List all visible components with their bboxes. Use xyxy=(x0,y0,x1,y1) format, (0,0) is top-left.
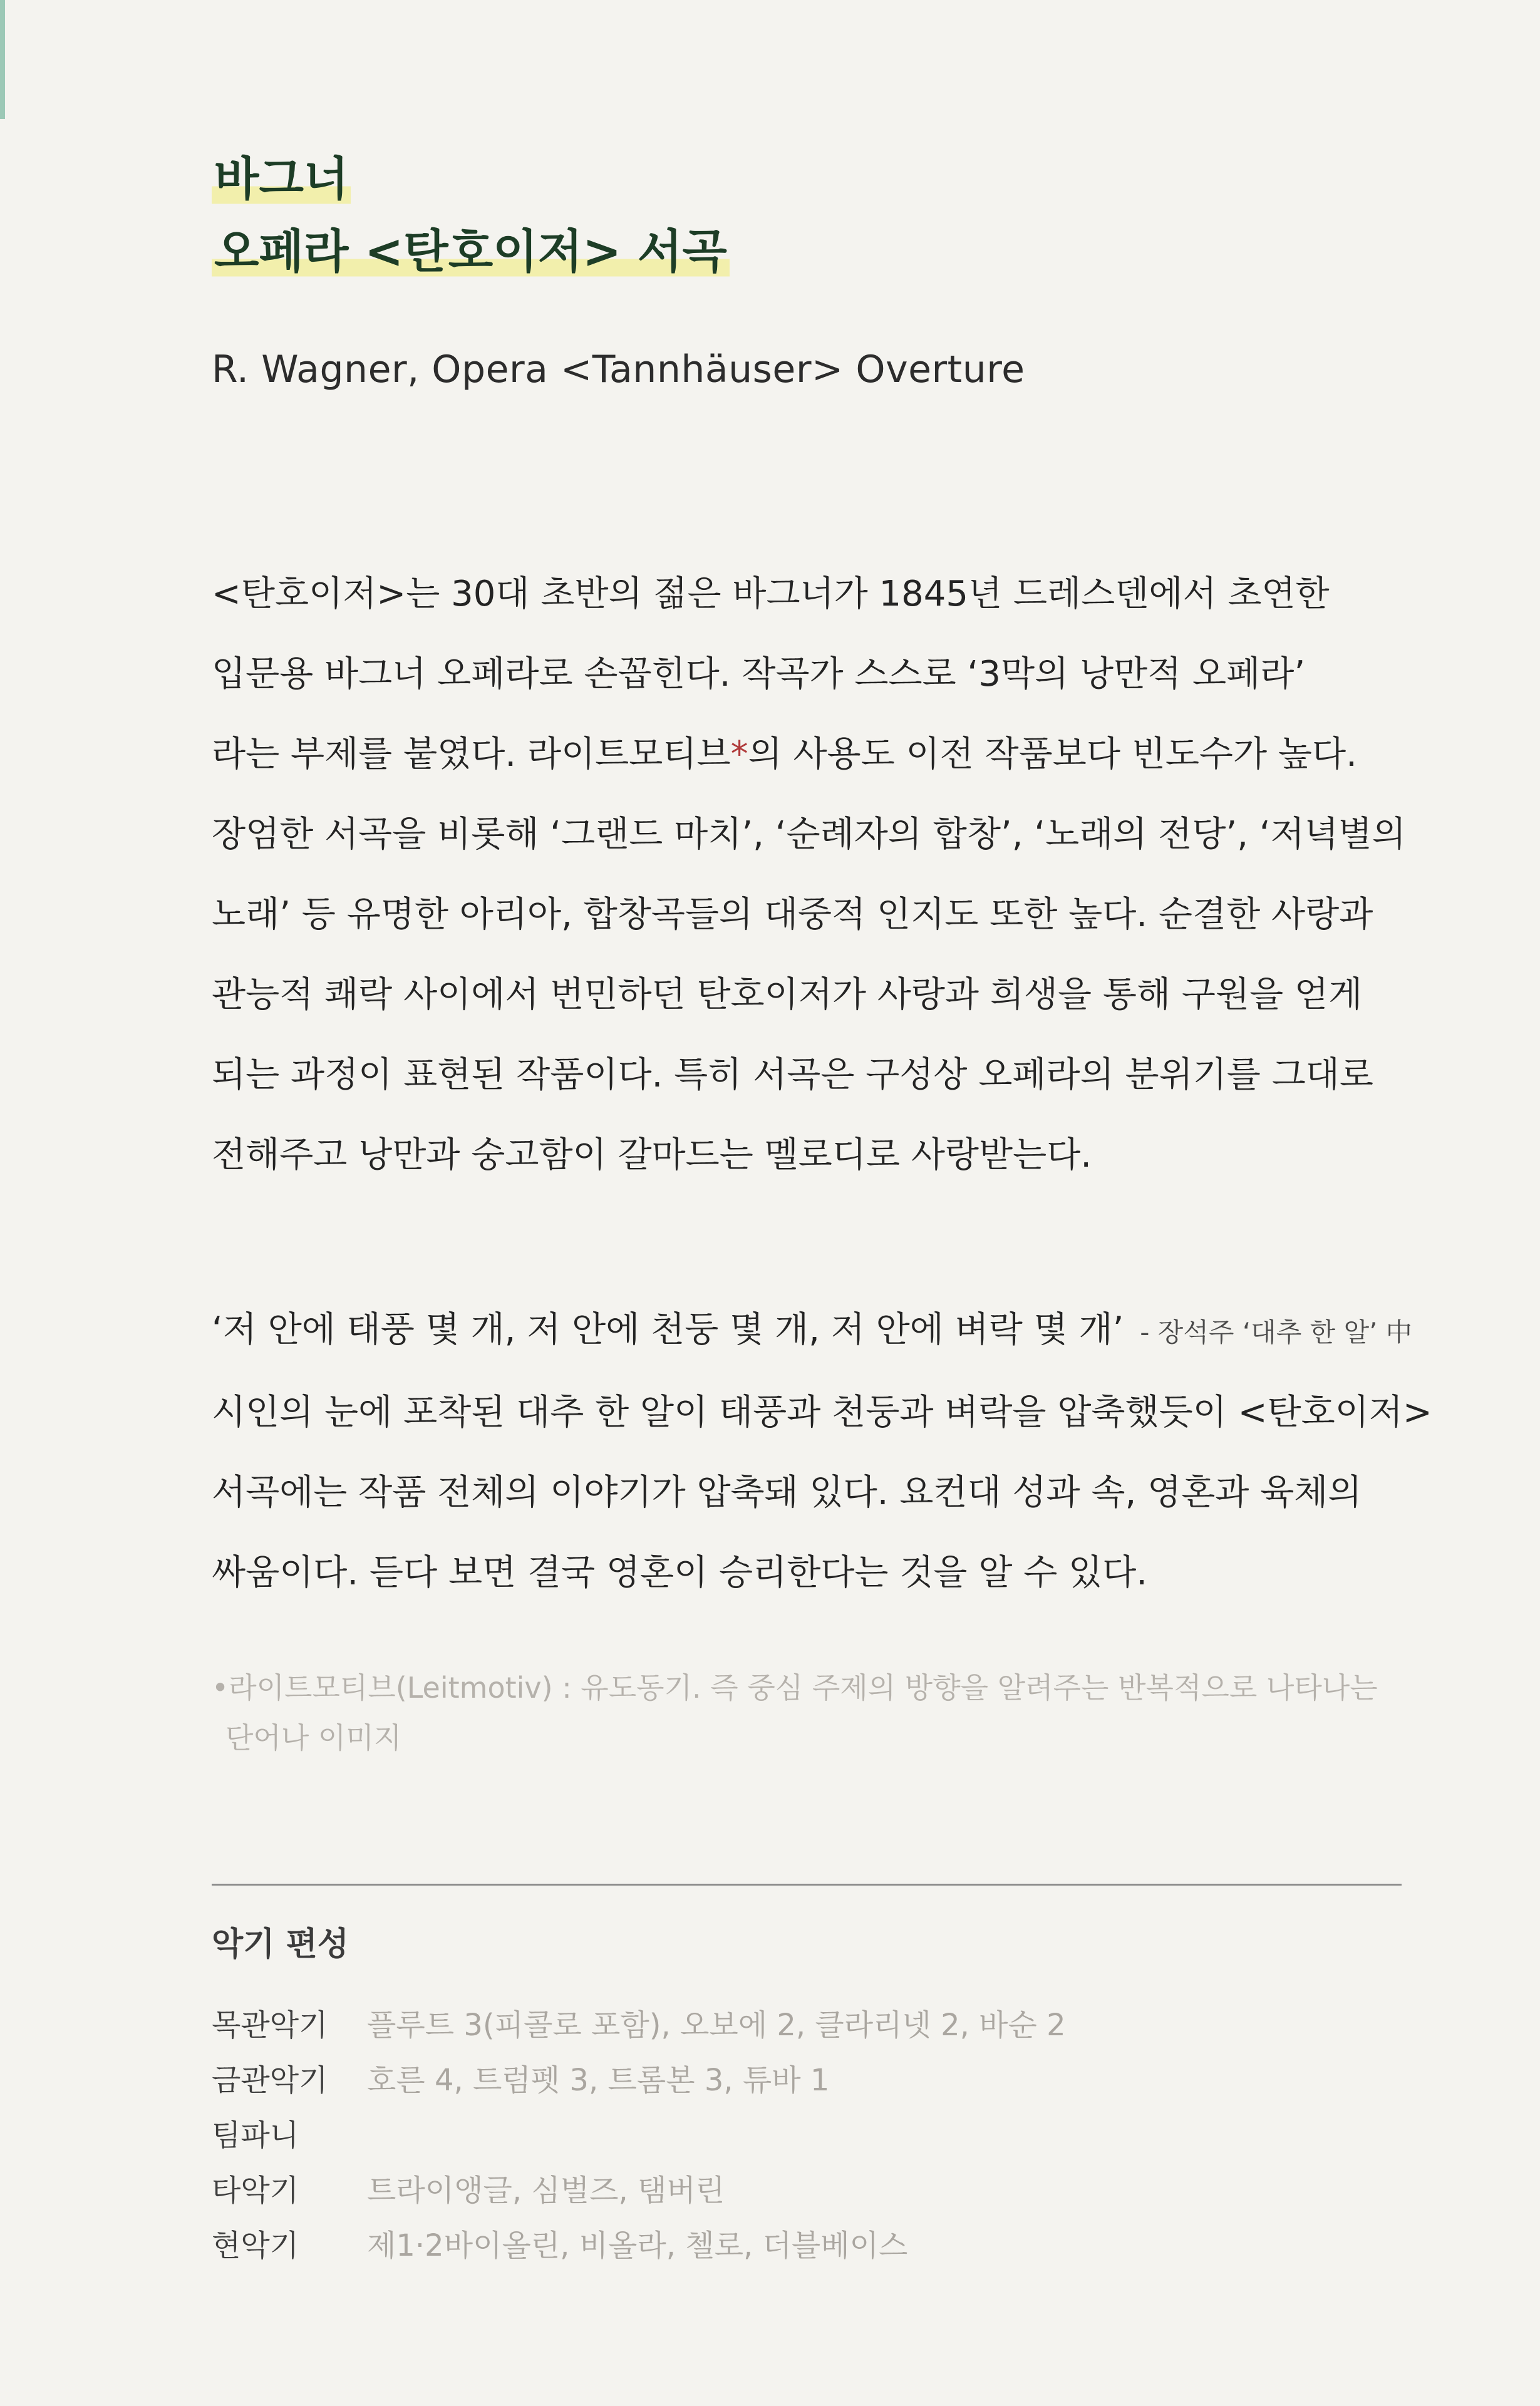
description-paragraph xyxy=(212,554,1406,1195)
instrument-detail: 트라이앵글, 심벌즈, 탬버린 xyxy=(367,2172,725,2208)
body-line-part: 라는 부제를 붙였다. 라이트모티브 xyxy=(212,734,731,775)
page-edge-strip xyxy=(0,0,5,119)
instrument-group: 팀파니 xyxy=(212,2117,299,2153)
footnote-line: •라이트모티브(Leitmotiv) : 유도동기. 즉 중심 주제의 방향을 알려주는 반복적으로 나타나는 xyxy=(212,1671,1378,1705)
quote-line xyxy=(212,1290,1412,1373)
body-line: 장엄한 서곡을 비롯해 ‘그랜드 마치’, ‘순례자의 합창’, ‘노래의 전당’, ‘저녁별의 xyxy=(212,814,1406,855)
body-line: <탄호이저>는 30대 초반의 젊은 바그너가 1845년 드레스덴에서 초연한 xyxy=(212,574,1330,614)
instrument-group: 금관악기 xyxy=(212,2062,328,2098)
instrument-row xyxy=(212,2105,1066,2160)
work-title: 오페라 <탄호이저> 서곡 xyxy=(212,223,730,281)
body-line: 전해주고 낭만과 숭고함이 갈마드는 멜로디로 사랑받는다. xyxy=(212,1135,1092,1175)
instrumentation-heading: 악기 편성 xyxy=(212,1926,349,1963)
body-line xyxy=(212,715,1402,795)
instrument-detail: 호른 4, 트럼펫 3, 트롬본 3, 튜바 1 xyxy=(367,2062,830,2098)
instrument-row xyxy=(212,2160,1066,2215)
instrument-group: 목관악기 xyxy=(212,2007,328,2043)
quote-body-line: 서곡에는 작품 전체의 이야기가 압축돼 있다. 요컨대 성과 속, 영혼과 육체의 xyxy=(212,1472,1362,1513)
body-line: 관능적 쾌락 사이에서 번민하던 탄호이저가 사랑과 희생을 통해 구원을 얻게 xyxy=(212,974,1363,1015)
instrument-detail: 제1·2바이올린, 비올라, 첼로, 더블베이스 xyxy=(367,2228,908,2263)
instrument-row xyxy=(212,1995,1066,2050)
body-line-part: 의 사용도 이전 작품보다 빈도수가 높다. xyxy=(748,734,1357,775)
instrument-group: 타악기 xyxy=(212,2172,299,2208)
body-line: 노래’ 등 유명한 아리아, 합창곡들의 대중적 인지도 또한 높다. 순결한 사랑과 xyxy=(212,894,1373,935)
instrument-group: 현악기 xyxy=(212,2228,299,2263)
instrument-row xyxy=(212,2215,1066,2270)
instrument-detail: 플루트 3(피콜로 포함), 오보에 2, 클라리넷 2, 바순 2 xyxy=(367,2007,1066,2043)
footnote-line: 단어나 이미지 xyxy=(225,1721,402,1755)
footnote-marker: * xyxy=(730,734,748,775)
body-line: 입문용 바그너 오페라로 손꼽힌다. 작곡가 스스로 ‘3막의 낭만적 오페라’ xyxy=(212,654,1306,694)
composer-title: 바그너 xyxy=(212,150,351,209)
quote-source: - 장석주 ‘대추 한 알’ 中 xyxy=(1140,1317,1412,1348)
instrumentation-list xyxy=(212,1995,1066,2270)
poem-quote: ‘저 안에 태풍 몇 개, 저 안에 천둥 몇 개, 저 안에 벼락 몇 개’ xyxy=(212,1309,1124,1350)
quote-body-line: 시인의 눈에 포착된 대추 한 알이 태풍과 천둥과 벼락을 압축했듯이 <탄호이저> xyxy=(212,1392,1432,1433)
section-divider xyxy=(212,1884,1402,1886)
english-subtitle: R. Wagner, Opera <Tannhäuser> Overture xyxy=(212,348,1025,391)
body-line: 되는 과정이 표현된 작품이다. 특히 서곡은 구성상 오페라의 분위기를 그대로 xyxy=(212,1055,1373,1095)
title-block xyxy=(212,150,730,296)
quote-paragraph xyxy=(212,1290,1432,1613)
footnote xyxy=(212,1663,1402,1763)
quote-body-line: 싸움이다. 듣다 보면 결국 영혼이 승리한다는 것을 알 수 있다. xyxy=(212,1552,1148,1593)
instrument-row xyxy=(212,2050,1066,2105)
